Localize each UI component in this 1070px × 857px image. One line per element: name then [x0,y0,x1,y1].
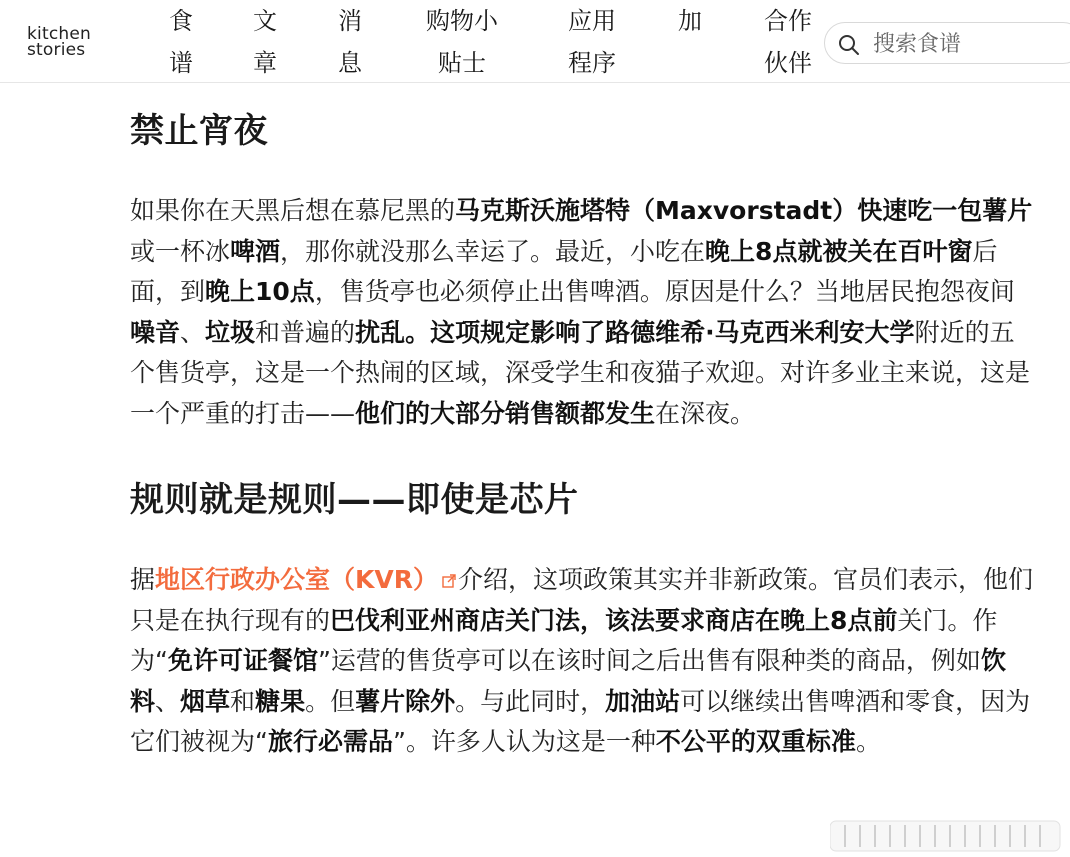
text-run: 后面，到 [130,236,998,306]
logo-line-2: stories [27,40,86,60]
scroll-indicator-icon [830,815,1065,855]
text-run: 、 [155,686,181,716]
bold-phrase: 垃圾 [205,317,256,347]
nav-label: 息 [338,49,362,77]
text-run: ”。许多人认为这是一种 [392,727,656,756]
bold-phrase: 烟草 [180,686,231,716]
nav-item-articles[interactable] [249,0,281,82]
nav-label: 食 [169,7,193,35]
text-run: 关门。作为“ [130,605,998,675]
text-run: ，那你就没那么幸运了。最近，小吃在 [280,236,706,266]
text-run: 可以继续出售啤酒和零食，因为它们被视为“ [130,686,1031,756]
nav-label: 消 [338,7,362,35]
text-run: 和普遍的 [255,317,356,347]
text-run: 、 [180,317,206,347]
text-run: 介绍，这项政策其实并非新政策。官员们表示，他们只是在执行现有的 [130,565,1034,635]
logo-line-1: kitchen [27,24,91,44]
bold-phrase: 扰乱。这项规定影响了路德维希·马克西米利安大学 [355,317,915,347]
nav-label: 伙伴 [764,49,812,77]
search-input[interactable] [871,28,1065,60]
bold-phrase: 晚上8点就被关在百叶窗 [705,236,973,266]
bold-phrase: 晚上10点 [205,277,315,306]
bold-phrase: 不公平的双重标准 [655,727,856,756]
text-run: 。但 [305,686,356,716]
bold-phrase: 巴伐利亚州商店关门法，该法要求商店在晚上8点前 [330,605,898,635]
article-paragraph-2 [130,560,1035,763]
nav-label: 文 [253,7,277,35]
text-run: 。与此同时， [455,686,606,716]
text-run: 。 [855,727,881,756]
bold-phrase: 他们的大部分销售额都发生 [355,398,656,428]
bold-phrase: 加油站 [605,686,681,716]
bold-phrase: 糖果 [255,686,306,716]
nav-item-partners[interactable] [758,0,818,82]
kitchen-stories-logo[interactable] [27,26,107,58]
text-run: ”运营的售货亭可以在该时间之后出售有限种类的商品，例如 [317,646,981,675]
text-run: ，售货亭也必须停止出售啤酒。原因是什么？当地居民抱怨夜间 [314,277,1015,306]
nav-item-join[interactable] [674,0,706,82]
nav-label: 谱 [169,49,193,77]
nav-label: 购物小 [426,7,498,35]
search-icon [838,34,860,56]
article-paragraph-1 [130,191,1035,434]
site-header [0,0,1070,83]
text-run: 和 [230,686,256,716]
bold-phrase: 旅行必需品 [267,727,393,756]
kvr-link[interactable]: 地区行政办公室（KVR） [155,565,438,594]
external-link-icon [442,574,456,588]
nav-item-news[interactable] [334,0,366,82]
nav-item-recipes[interactable] [165,0,197,82]
nav-item-shopping-tips[interactable] [418,0,506,82]
nav-label: 贴士 [438,49,486,77]
nav-item-app[interactable] [562,0,622,82]
bold-phrase: 饮料 [130,646,1006,716]
bold-phrase: 免许可证餐馆 [167,646,318,675]
text-run: 附近的五个售货亭，这是一个热闹的区域，深受学生和夜猫子欢迎。对许多业主来说，这是一个严重的打击—— [130,317,1031,428]
nav-label: 加 [678,7,702,35]
text-run: 如果你在天黑后想在慕尼黑的 [130,196,456,225]
section-heading-no-late-night-snacks: 禁止宵夜 [130,111,268,151]
search-box[interactable] [824,22,1070,64]
nav-label: 合作 [764,7,812,35]
bold-phrase: 噪音 [130,317,181,347]
text-run: 或一杯冰 [130,236,231,266]
nav-label: 章 [253,49,277,77]
section-heading-rules-are-rules: 规则就是规则——即使是芯片 [130,480,579,520]
nav-label: 应用 [568,7,616,35]
nav-label: 程序 [568,49,616,77]
bold-phrase: 薯片除外 [355,686,456,716]
paragraph-lead: 据 [130,565,156,594]
bold-phrase: 马克斯沃施塔特（Maxvorstadt）快速吃一包薯片 [455,196,1033,225]
text-run: 在深夜。 [655,398,756,428]
bold-phrase: 啤酒 [230,236,281,266]
